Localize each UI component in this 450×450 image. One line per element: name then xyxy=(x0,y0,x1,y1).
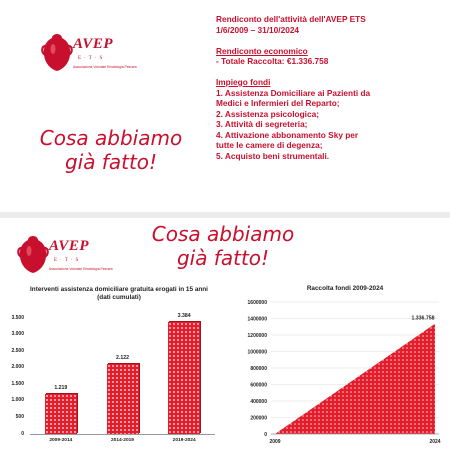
bar-value-label: 1.219 xyxy=(54,384,68,391)
y-tick-label: 600000 xyxy=(250,382,267,389)
area-value-label: 1.336.758 xyxy=(411,315,435,322)
funds-item: 1. Assistenza Domiciliare ai Pazienti da xyxy=(216,87,371,98)
y-tick-label: 0 xyxy=(21,430,24,437)
bar-2014-2019 xyxy=(107,364,139,434)
y-tick-label: 1200000 xyxy=(247,332,267,339)
x-axis-line xyxy=(30,434,215,435)
x-tick-label: 2009 xyxy=(269,439,281,445)
avep-logo-top xyxy=(40,30,140,82)
vase-icon xyxy=(16,232,50,276)
x-category-label: 2019-2024 xyxy=(172,438,196,443)
report-title: Rendiconto dell'attività dell'AVEP ETS xyxy=(216,14,366,24)
vase-icon xyxy=(40,30,74,74)
avep-logo-bottom xyxy=(16,232,116,284)
funds-item: tutte le camere di degenza; xyxy=(216,140,323,150)
funds-item: 5. Acquisto beni strumentali. xyxy=(216,150,330,161)
bottom-heading-line-1: Cosa abbiamo xyxy=(151,222,295,246)
y-tick-label: 1600000 xyxy=(247,299,267,306)
y-tick-label: 1400000 xyxy=(247,316,267,323)
bar-value-label: 2.122 xyxy=(116,354,129,361)
bottom-heading xyxy=(128,222,318,270)
bar-chart-title: Interventi assistenza domiciliare gratuita erogati in 15 anni (dati cumulati) xyxy=(30,286,208,301)
logo-ets: E·T·S xyxy=(78,56,106,61)
y-tick-label: 0 xyxy=(264,431,267,438)
top-heading-line-1: Cosa abbiamo xyxy=(39,126,183,150)
bar-value-label: 3.384 xyxy=(177,312,191,319)
economic-heading: Rendiconto economico xyxy=(216,45,308,56)
y-tick-label: 3.500 xyxy=(11,314,24,321)
funds-item: 2. Assistenza psicologica; xyxy=(216,108,319,119)
y-tick-label: 500 xyxy=(15,413,24,420)
area-chart-title: Raccolta fondi 2009-2024 xyxy=(306,285,384,292)
logo-name: AVEP xyxy=(73,36,114,52)
panel-divider xyxy=(0,212,450,218)
fundraising-area-chart xyxy=(225,282,450,450)
total-raised: - Totale Raccolta: €1.336.758 xyxy=(216,56,329,66)
funds-heading: Impiego fondi xyxy=(216,77,271,87)
home-care-bar-chart xyxy=(0,282,225,450)
x-tick-label: 2024 xyxy=(429,439,441,445)
logo-tagline: Associazione Volontari Ematologia Pescara xyxy=(49,267,113,271)
funds-item: 4. Attivazione abbonamento Sky per xyxy=(216,129,359,140)
y-tick-label: 3.000 xyxy=(11,331,24,338)
logo-tagline: Associazione Volontari Ematologia Pescara xyxy=(73,65,137,69)
bar-chart-plot xyxy=(0,282,225,450)
logo-name: AVEP xyxy=(49,238,90,254)
y-tick-label: 200000 xyxy=(250,415,267,422)
y-tick-label: 1000000 xyxy=(247,349,267,356)
y-tick-label: 1.000 xyxy=(11,397,24,404)
funds-item: 3. Attività di segreteria; xyxy=(216,119,308,129)
y-tick-label: 1.500 xyxy=(11,380,24,387)
x-category-label: 2009-2014 xyxy=(49,438,73,443)
top-heading xyxy=(20,126,202,174)
y-tick-label: 2.500 xyxy=(11,347,24,354)
bottom-heading-line-2: già fatto! xyxy=(176,246,270,270)
funds-item: Medici e Infermieri del Reparto; xyxy=(216,98,340,108)
x-category-label: 2014-2019 xyxy=(111,438,134,443)
y-tick-label: 400000 xyxy=(250,398,267,405)
report-period: 1/6/2009 – 31/10/2024 xyxy=(216,24,300,35)
area-chart-svg xyxy=(225,282,450,450)
y-tick-label: 2.000 xyxy=(11,364,24,371)
bar-2009-2014 xyxy=(45,394,77,434)
logo-ets: E·T·S xyxy=(54,258,82,263)
y-tick-label: 800000 xyxy=(250,365,267,372)
bar-2019-2024 xyxy=(168,322,200,434)
top-heading-line-2: già fatto! xyxy=(64,150,158,174)
activity-report xyxy=(216,14,444,161)
